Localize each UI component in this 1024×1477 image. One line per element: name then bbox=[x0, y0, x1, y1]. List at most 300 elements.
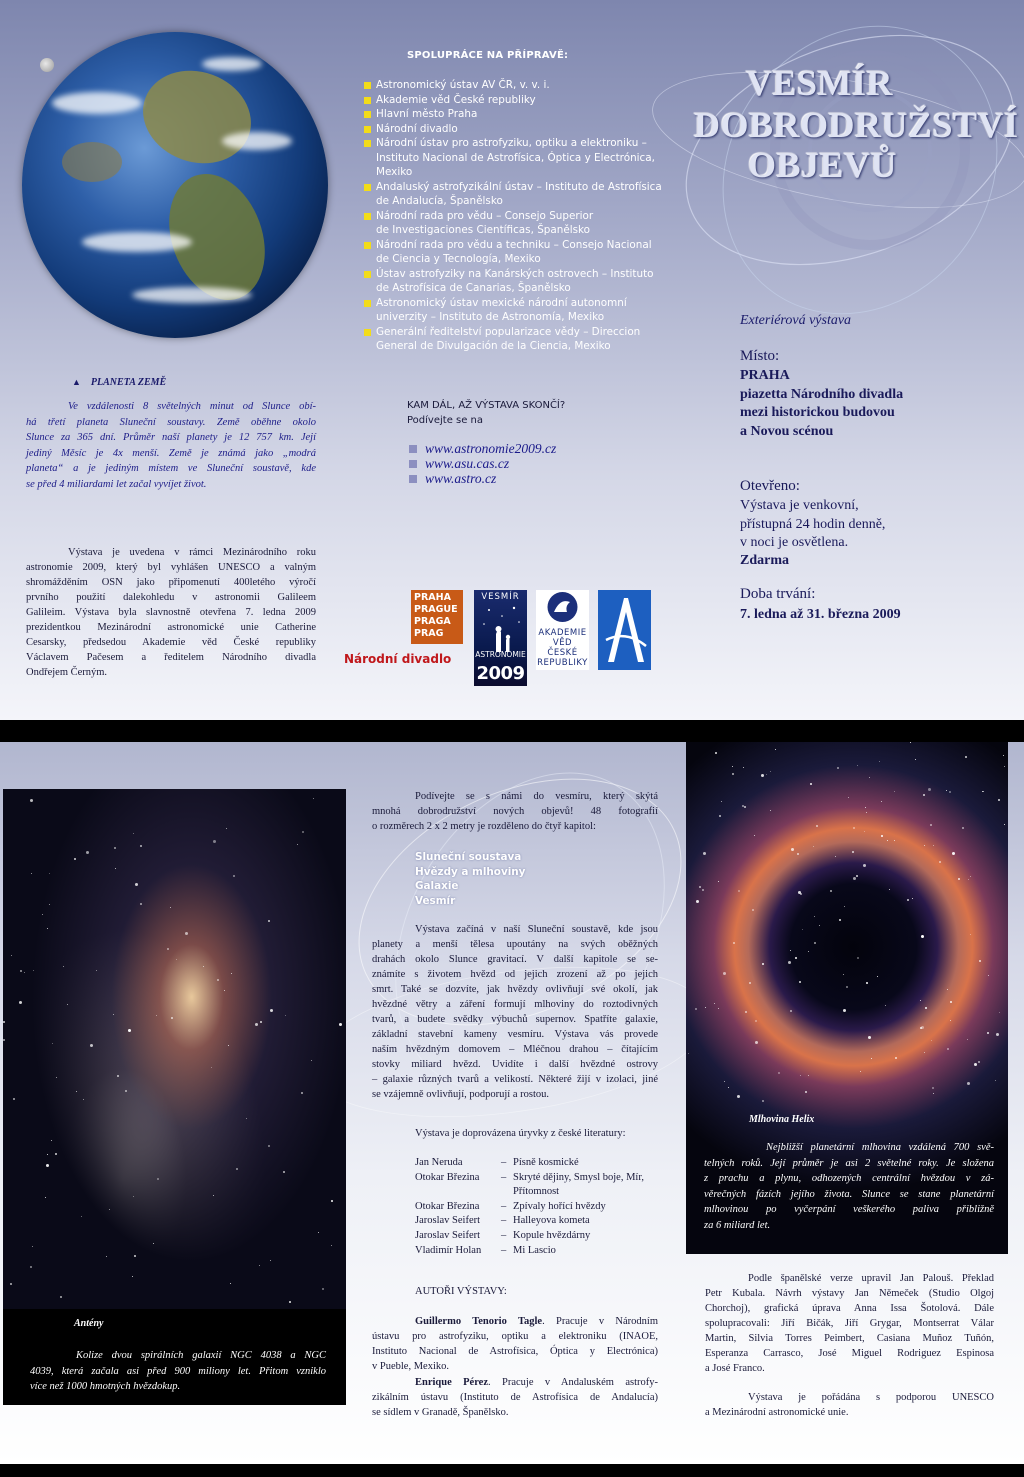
earth-image bbox=[22, 32, 328, 338]
bullet-square-icon bbox=[364, 82, 371, 89]
page-separator bbox=[0, 720, 1024, 742]
star-dot bbox=[863, 864, 866, 867]
open-line: přístupná 24 hodin denně, bbox=[740, 516, 886, 532]
star-dot bbox=[950, 1001, 952, 1003]
star-dot bbox=[56, 1077, 57, 1078]
star-dot bbox=[995, 1080, 996, 1081]
earth-caption-line: há třetí planeta Sluneční soustavy. Země oběhne okolo bbox=[26, 416, 316, 428]
bullet-square-icon bbox=[364, 329, 371, 336]
star-dot bbox=[962, 827, 964, 829]
credits-line: Chorchoj), grafická úprava Anna Issa Šotolová. Dále bbox=[705, 1303, 994, 1314]
star-dot bbox=[715, 752, 717, 754]
star-dot bbox=[974, 1063, 977, 1066]
literature-dash: – bbox=[501, 1171, 507, 1183]
partners-heading: SPOLUPRÁCE NA PŘÍPRAVĚ: bbox=[407, 50, 569, 61]
star-dot bbox=[156, 1015, 157, 1016]
star-dot bbox=[176, 959, 177, 960]
star-dot bbox=[744, 806, 746, 808]
star-dot bbox=[714, 1003, 715, 1004]
chapter-item: Hvězdy a mlhoviny bbox=[415, 865, 526, 878]
star-dot bbox=[983, 791, 984, 792]
place-value bbox=[740, 367, 903, 441]
star-dot bbox=[879, 761, 880, 762]
description-line: smrt. Také se dozvíte, jak hvězdy ovlivňují své okolí, jak bbox=[372, 984, 658, 995]
star-dot bbox=[171, 1017, 173, 1019]
credits-line: Martin, Silvia Torres Peimbert, Casiana Muñoz Tuñón, bbox=[705, 1333, 994, 1344]
open-label: Otevřeno: bbox=[740, 478, 800, 494]
credits-line: Podle španělské verze upravil Jan Palouš. Překlad bbox=[748, 1273, 994, 1284]
literature-dash: – bbox=[501, 1244, 507, 1256]
star-dot bbox=[800, 1075, 801, 1076]
authors-heading: AUTOŘI VÝSTAVY: bbox=[415, 1286, 507, 1297]
star-dot bbox=[967, 1039, 968, 1040]
intro-line: Václavem Pačesem a ředitelem Národního divadla bbox=[26, 652, 316, 663]
title-line-1: VESMÍR bbox=[746, 63, 894, 103]
star-dot bbox=[115, 868, 116, 869]
star-dot bbox=[63, 966, 64, 967]
star-dot bbox=[3, 1021, 5, 1023]
star-dot bbox=[170, 907, 171, 908]
star-dot bbox=[331, 1200, 333, 1202]
star-dot bbox=[49, 873, 50, 874]
author-line: Instituto Nacional de Astrofísica, Óptica y Electrónica) bbox=[372, 1346, 658, 1357]
author-line: se sídlem v Granadě, Španělsko. bbox=[372, 1407, 509, 1418]
partners-list bbox=[364, 78, 664, 354]
star-dot bbox=[752, 909, 754, 911]
star-dot bbox=[925, 1007, 927, 1009]
star-dot bbox=[11, 955, 12, 956]
helix-caption-title: Mlhovina Helix bbox=[749, 1114, 815, 1125]
star-dot bbox=[799, 981, 801, 983]
place-line: mezi historickou budovou bbox=[740, 405, 895, 420]
helix-caption-line: mlhovinou po vyčerpání veškerého paliva přibližně bbox=[704, 1204, 994, 1215]
star-dot bbox=[949, 791, 951, 793]
literature-work: Zpívaly hořící hvězdy bbox=[513, 1200, 606, 1212]
star-dot bbox=[30, 1266, 32, 1268]
star-dot bbox=[795, 957, 797, 959]
literature-dash bbox=[501, 1185, 513, 1200]
star-dot bbox=[766, 774, 767, 775]
description-line: planety a menší tělesa upoutány na svých oběžných bbox=[372, 939, 658, 950]
antennae-caption-text bbox=[30, 1348, 326, 1395]
star-dot bbox=[255, 1023, 258, 1026]
partner-text: Ústav astrofyziky na Kanárských ostrovech – Instituto bbox=[376, 267, 654, 280]
star-dot bbox=[762, 963, 764, 965]
star-dot bbox=[20, 970, 22, 972]
literature-row bbox=[415, 1200, 665, 1215]
star-dot bbox=[775, 749, 776, 750]
bullet-square-icon bbox=[364, 213, 371, 220]
earth-caption-line: planeta“ a je jediným místem ve Sluneční soustavě, kde bbox=[26, 463, 316, 474]
akademie-ved-logo bbox=[536, 590, 589, 670]
star-dot bbox=[857, 957, 859, 959]
star-dot bbox=[816, 825, 818, 827]
earth-caption-line: jediný Měsíc je 4x menší. Země je známá jako „modrá bbox=[26, 447, 316, 459]
website-link[interactable] bbox=[409, 441, 629, 456]
intro-line: prezidentkou Mezinárodní astronomické unie Catherine bbox=[26, 622, 316, 633]
star-dot bbox=[866, 982, 868, 984]
author-line: ústavu pro astrofyziku, optiku a elektroniku (INAOE, bbox=[372, 1331, 658, 1342]
praha-logo-line: PRAHA bbox=[414, 592, 451, 603]
star-dot bbox=[106, 1256, 107, 1257]
helix-caption-line: z prachu a plynu, odhozených centrální hvězdou v zá- bbox=[704, 1173, 994, 1184]
star-dot bbox=[49, 904, 50, 905]
support-line: a Mezinárodní astronomické unie. bbox=[705, 1407, 849, 1418]
star-dot bbox=[743, 767, 744, 768]
avcr-logo-line: ČESKÉ bbox=[547, 648, 578, 658]
author-affiliation: . Pracuje v Andaluském astrofy- bbox=[488, 1377, 658, 1388]
star-dot bbox=[228, 1045, 229, 1046]
literature-work: Kopule hvězdárny bbox=[513, 1229, 591, 1241]
star-dot bbox=[230, 1283, 231, 1284]
earth-caption-text bbox=[26, 399, 316, 492]
literature-author bbox=[415, 1185, 501, 1200]
website-link-text[interactable]: www.astronomie2009.cz bbox=[425, 441, 557, 456]
partner-text: de Astrofísica de Canarias, Španělsko bbox=[376, 282, 571, 294]
intro-line: prvního použití dalekohledu v astronomii Galileem bbox=[26, 592, 316, 603]
partner-item bbox=[364, 93, 664, 108]
stargazers-icon bbox=[474, 602, 527, 652]
star-dot bbox=[970, 876, 971, 877]
avcr-logo-line: REPUBLIKY bbox=[537, 658, 588, 668]
star-dot bbox=[761, 774, 764, 777]
star-dot bbox=[868, 1036, 871, 1039]
credits-line: Petr Kubala. Návrh výstavy Jan Němeček (Studio Olgoj bbox=[705, 1288, 994, 1299]
helix-caption-line: Nejbližší planetární mlhovina vzdálená 700 svě- bbox=[766, 1142, 994, 1153]
praha-logo-line: PRAGA bbox=[414, 616, 451, 627]
place-label: Místo: bbox=[740, 348, 780, 364]
page-bottom-edge bbox=[0, 1464, 1024, 1477]
star-dot bbox=[979, 960, 981, 962]
description-line: Výstava začíná v naší Sluneční soustavě, kde jsou bbox=[415, 924, 658, 935]
star-dot bbox=[297, 844, 298, 845]
star-dot bbox=[864, 831, 865, 832]
star-dot bbox=[311, 1060, 312, 1061]
star-dot bbox=[998, 799, 1000, 801]
star-dot bbox=[881, 835, 883, 837]
star-dot bbox=[819, 925, 820, 926]
website-link[interactable] bbox=[409, 456, 629, 471]
star-dot bbox=[703, 852, 706, 855]
star-dot bbox=[74, 858, 76, 860]
star-dot bbox=[140, 845, 142, 847]
exhibition-description-intro bbox=[372, 789, 658, 834]
partner-text: Hlavní město Praha bbox=[376, 108, 478, 120]
star-dot bbox=[952, 852, 955, 855]
description-line: základní stavební kameny vesmíru. Výstava vás provede bbox=[372, 1029, 658, 1040]
literature-row bbox=[415, 1214, 665, 1229]
star-dot bbox=[128, 1029, 131, 1032]
star-dot bbox=[790, 950, 791, 951]
star-dot bbox=[285, 1015, 286, 1016]
star-dot bbox=[805, 1091, 807, 1093]
star-dot bbox=[1004, 824, 1005, 825]
star-dot bbox=[60, 1296, 62, 1298]
star-dot bbox=[857, 765, 858, 766]
star-dot bbox=[732, 766, 733, 767]
avcr-logo-text bbox=[536, 628, 589, 668]
star-dot bbox=[856, 875, 858, 877]
star-dot bbox=[696, 900, 699, 903]
star-dot bbox=[719, 815, 721, 817]
star-dot bbox=[331, 1245, 332, 1246]
star-dot bbox=[1004, 766, 1005, 767]
chapter-item: Vesmír bbox=[415, 894, 456, 907]
partner-text: Národní rada pro vědu a techniku – Consejo Nacional bbox=[376, 238, 652, 251]
literature-dash: – bbox=[501, 1157, 507, 1168]
star-dot bbox=[695, 1008, 697, 1010]
star-dot bbox=[910, 742, 911, 743]
star-dot bbox=[732, 773, 734, 775]
star-dot bbox=[283, 1171, 285, 1173]
bullet-square-icon bbox=[364, 242, 371, 249]
partner-text: Generální ředitelství popularizace vědy – Direccion bbox=[376, 325, 641, 338]
star-dot bbox=[55, 1153, 57, 1155]
partner-item bbox=[364, 107, 664, 122]
star-dot bbox=[718, 881, 719, 882]
exhibition-intro bbox=[26, 545, 316, 680]
partner-text: Národní rada pro vědu – Consejo Superior bbox=[376, 209, 594, 222]
helix-nebula-image bbox=[686, 742, 1008, 1254]
star-dot bbox=[270, 1009, 273, 1012]
earth-caption-line: se před 4 miliardami let začal vyvíjet život. bbox=[26, 478, 207, 490]
bullet-square-icon bbox=[364, 97, 371, 104]
literature-dash: – bbox=[501, 1200, 507, 1212]
star-dot bbox=[814, 916, 815, 917]
star-dot bbox=[931, 1040, 932, 1041]
star-dot bbox=[755, 1041, 758, 1044]
antennae-caption-line: Kolize dvou spirálních galaxií NGC 4038 a NGC bbox=[76, 1350, 326, 1361]
partner-text: Astronomický ústav AV ČR, v. v. i. bbox=[376, 79, 550, 91]
bullet-square-icon bbox=[364, 271, 371, 278]
star-dot bbox=[835, 856, 836, 857]
description-line: stovky miliard hvězd. Uvidíte i další hvězdné ostrovy bbox=[372, 1059, 658, 1070]
bullet-square-icon bbox=[364, 111, 371, 118]
earth-caption-title: ▲ PLANETA ZEMĚ bbox=[72, 377, 167, 388]
literature-author: Vladimír Holan bbox=[415, 1244, 482, 1256]
star-dot bbox=[185, 932, 188, 935]
description-intro-line: mnohá dobrodružství nových objevů! 48 fotografií bbox=[372, 806, 658, 817]
star-dot bbox=[843, 974, 844, 975]
star-dot bbox=[947, 989, 948, 990]
description-line: hvězdné větry a záření formují mlhoviny do roztodivných bbox=[372, 999, 658, 1010]
literature-work: Mi Lascio bbox=[513, 1244, 556, 1256]
author-line: v Pueble, Mexiko. bbox=[372, 1361, 449, 1372]
exhibition-description bbox=[372, 922, 658, 1102]
star-dot bbox=[895, 1057, 897, 1059]
intro-line: Výstava je uvedena v rámci Mezinárodního roku bbox=[68, 547, 316, 558]
literature-work: Skryté dějiny, Smysl boje, Mír, bbox=[513, 1171, 645, 1183]
star-dot bbox=[46, 1164, 49, 1167]
star-dot bbox=[318, 1232, 319, 1233]
star-dot bbox=[45, 1197, 46, 1198]
star-dot bbox=[887, 840, 888, 841]
title-line-2: DOBRODRUŽSTVÍ bbox=[694, 105, 1019, 145]
star-dot bbox=[213, 840, 216, 843]
star-dot bbox=[924, 1052, 925, 1053]
star-dot bbox=[928, 788, 931, 791]
credits-line: Esperanza Carrasco, José Miguel Rodriguez Espinosa bbox=[705, 1348, 994, 1359]
star-dot bbox=[705, 1007, 706, 1008]
star-dot bbox=[67, 1004, 68, 1005]
website-link[interactable] bbox=[409, 471, 629, 486]
star-dot bbox=[133, 1196, 134, 1197]
credits-line: spolupracovali: Jiří Bičák, Jiří Grygar, Montserrat Válar bbox=[705, 1318, 994, 1329]
star-dot bbox=[217, 979, 219, 981]
partner-item bbox=[364, 238, 664, 267]
star-dot bbox=[988, 975, 989, 976]
earth-caption-line: Ve vzdálenosti 8 světelných minut od Slunce obí- bbox=[68, 401, 316, 412]
literature-dash: – bbox=[501, 1229, 507, 1241]
star-dot bbox=[920, 1027, 922, 1029]
star-dot bbox=[970, 934, 971, 935]
star-dot bbox=[289, 1301, 291, 1303]
star-dot bbox=[33, 970, 34, 971]
partner-text: General de Divulgación de la Ciencia, Mexiko bbox=[376, 340, 611, 352]
helix-caption-line: věrečných fázích jejího života. Slunce se stane planetární bbox=[704, 1188, 994, 1200]
praha-logo-line: PRAGUE bbox=[414, 604, 458, 615]
chapter-item: Galaxie bbox=[415, 880, 459, 892]
star-dot bbox=[699, 886, 701, 888]
star-dot bbox=[10, 1283, 12, 1285]
partner-text: de Ciencia y Tecnología, Mexiko bbox=[376, 253, 541, 265]
star-dot bbox=[800, 893, 802, 895]
partner-item bbox=[364, 180, 664, 209]
star-dot bbox=[839, 919, 841, 921]
brochure-outer-side bbox=[0, 0, 1024, 720]
star-dot bbox=[301, 1092, 303, 1094]
star-dot bbox=[737, 1095, 740, 1098]
literature-author: Jaroslav Seifert bbox=[415, 1215, 481, 1227]
star-dot bbox=[894, 840, 895, 841]
star-dot bbox=[808, 1075, 809, 1076]
place-line: PRAHA bbox=[740, 368, 790, 383]
star-dot bbox=[754, 835, 755, 836]
star-dot bbox=[853, 827, 855, 829]
star-dot bbox=[702, 889, 704, 891]
literature-author: Otokar Březina bbox=[415, 1200, 480, 1212]
star-dot bbox=[846, 986, 848, 988]
star-dot bbox=[19, 1001, 22, 1004]
star-dot bbox=[968, 879, 969, 880]
star-dot bbox=[920, 1000, 921, 1001]
star-dot bbox=[912, 898, 913, 899]
star-dot bbox=[233, 875, 235, 877]
star-dot bbox=[132, 1276, 133, 1277]
author-line bbox=[372, 1375, 658, 1390]
literature-work: Písně kosmické bbox=[513, 1157, 579, 1168]
author-line bbox=[372, 1314, 658, 1329]
description-line: tvarů, a budete svědky výbuchů supernov. Spatříte galaxie, bbox=[372, 1014, 658, 1025]
avcr-logo-line: VĚD bbox=[552, 638, 573, 648]
star-dot bbox=[339, 1023, 342, 1026]
helix-caption-line: telných roků. Její průměr je asi 2 světelné roky. Je složena bbox=[704, 1157, 994, 1169]
star-dot bbox=[797, 853, 799, 855]
partner-text: de Investigaciones Científicas, Španělsko bbox=[376, 224, 591, 236]
star-dot bbox=[721, 801, 722, 802]
star-dot bbox=[958, 878, 960, 880]
partner-text: Národní ústav pro astrofyziku, optiku a elektroniku – bbox=[376, 137, 647, 149]
star-dot bbox=[930, 824, 932, 826]
star-dot bbox=[987, 1032, 989, 1034]
star-dot bbox=[932, 1087, 934, 1089]
asu-emblem-icon bbox=[598, 590, 651, 670]
partner-item bbox=[364, 296, 664, 325]
helix-caption-text bbox=[704, 1140, 994, 1233]
iya-logo-top: VESMÍR bbox=[481, 592, 520, 602]
star-dot bbox=[47, 928, 48, 929]
star-dot bbox=[81, 1216, 82, 1217]
star-dot bbox=[848, 797, 849, 798]
open-line: v noci je osvětlena. bbox=[740, 535, 849, 550]
bullet-square-icon bbox=[364, 184, 371, 191]
literature-row bbox=[415, 1185, 665, 1200]
star-dot bbox=[852, 851, 854, 853]
star-dot bbox=[213, 1195, 214, 1196]
literature-row bbox=[415, 1171, 665, 1186]
star-dot bbox=[967, 1082, 970, 1085]
website-link-text[interactable]: www.astro.cz bbox=[425, 471, 497, 486]
star-dot bbox=[770, 771, 771, 772]
star-dot bbox=[32, 1246, 33, 1247]
antennae-caption-line: 4039, která začala asi před 900 miliony let. Přitom vzniklo bbox=[30, 1365, 326, 1377]
star-dot bbox=[236, 1168, 238, 1170]
bullet-square-icon bbox=[364, 300, 371, 307]
star-dot bbox=[999, 1012, 1000, 1013]
duration-label: Doba trvání: bbox=[740, 586, 816, 602]
star-dot bbox=[790, 1010, 792, 1012]
description-intro-line: Podívejte se s námi do vesmíru, který skýtá bbox=[415, 791, 658, 802]
star-dot bbox=[808, 951, 809, 952]
star-dot bbox=[268, 920, 270, 922]
partner-text: Národní divadlo bbox=[376, 122, 458, 135]
star-dot bbox=[745, 1011, 747, 1013]
star-dot bbox=[860, 1071, 861, 1072]
star-dot bbox=[830, 890, 832, 892]
literature-row bbox=[415, 1156, 665, 1171]
star-dot bbox=[211, 1067, 212, 1068]
star-dot bbox=[322, 1288, 324, 1290]
partner-text: Akademie věd České republiky bbox=[376, 93, 536, 106]
bullet-square-icon bbox=[364, 126, 371, 133]
asu-logo bbox=[598, 590, 651, 670]
star-dot bbox=[302, 831, 304, 833]
star-dot bbox=[866, 812, 867, 813]
star-dot bbox=[923, 794, 925, 796]
star-dot bbox=[31, 873, 32, 874]
star-dot bbox=[978, 1061, 980, 1063]
star-dot bbox=[924, 845, 925, 846]
author-affiliation: . Pracuje v Národním bbox=[542, 1316, 659, 1327]
description-line: – galaxie různých tvarů a velikostí. Některé žijí v izolaci, jiné bbox=[372, 1074, 658, 1085]
author-2 bbox=[372, 1375, 658, 1420]
star-dot bbox=[738, 890, 740, 892]
helix-caption-line: za 6 miliard let. bbox=[704, 1219, 771, 1231]
avcr-logo-line: AKADEMIE bbox=[538, 628, 587, 638]
chapters-list bbox=[415, 850, 525, 908]
intro-line: astronomie 2009, který byl vyhlášen UNESCO a valným bbox=[26, 562, 316, 573]
website-link-text[interactable]: www.asu.cas.cz bbox=[425, 456, 510, 471]
star-dot bbox=[83, 1099, 84, 1100]
bullet-square-icon bbox=[364, 140, 371, 147]
star-dot bbox=[791, 848, 794, 851]
star-dot bbox=[688, 1053, 689, 1054]
star-dot bbox=[889, 889, 890, 890]
star-dot bbox=[814, 942, 816, 944]
star-dot bbox=[231, 973, 232, 974]
star-dot bbox=[885, 1005, 886, 1006]
star-dot bbox=[982, 791, 983, 792]
